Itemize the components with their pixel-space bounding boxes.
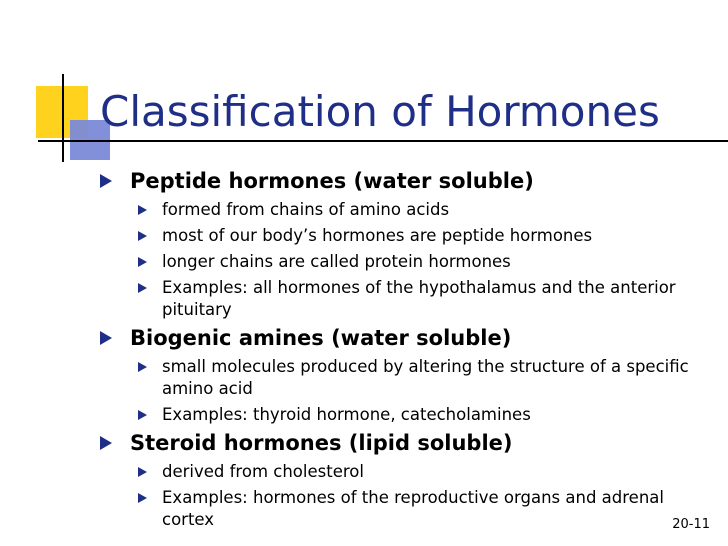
- list-item: [138, 277, 716, 321]
- list-item-text: derived from cholesterol: [162, 462, 364, 481]
- list-item-text: small molecules produced by altering the structure of a specific amino acid: [162, 357, 689, 398]
- section-heading-steroid: [100, 430, 716, 456]
- list-item: [138, 487, 716, 531]
- list-item: [138, 251, 716, 273]
- bullet-arrow-icon: [100, 174, 112, 188]
- bullet-arrow-icon: [138, 205, 147, 215]
- slide-content: [100, 166, 716, 535]
- decor-horizontal-line: [38, 140, 728, 142]
- list-item-text: formed from chains of amino acids: [162, 200, 450, 219]
- bullet-arrow-icon: [138, 231, 147, 241]
- page-number: 20-11: [672, 517, 710, 532]
- list-item-text: longer chains are called protein hormones: [162, 252, 511, 271]
- list-item: [138, 461, 716, 483]
- list-item: [138, 404, 716, 426]
- bullet-arrow-icon: [100, 436, 112, 450]
- section-heading-biogenic-amines: [100, 325, 716, 351]
- bullet-arrow-icon: [138, 493, 147, 503]
- list-item: [138, 225, 716, 247]
- list-item-text: most of our body’s hormones are peptide hormones: [162, 226, 593, 245]
- bullet-arrow-icon: [138, 283, 147, 293]
- bullet-arrow-icon: [138, 410, 147, 420]
- bullet-arrow-icon: [138, 362, 147, 372]
- bullet-arrow-icon: [100, 331, 112, 345]
- list-item: [138, 199, 716, 221]
- list-item-text: Examples: all hormones of the hypothalamus and the anterior pituitary: [162, 278, 676, 319]
- section-heading-peptide: [100, 168, 716, 194]
- list-item: [138, 356, 716, 400]
- list-item-text: Examples: hormones of the reproductive organs and adrenal cortex: [162, 488, 664, 529]
- bullet-arrow-icon: [138, 467, 147, 477]
- decor-vertical-line: [62, 74, 64, 162]
- list-item-text: Examples: thyroid hormone, catecholamines: [162, 405, 531, 424]
- slide-title: Classification of Hormones: [100, 87, 660, 136]
- section-heading-text: Biogenic amines (water soluble): [130, 326, 512, 350]
- section-heading-text: Peptide hormones (water soluble): [130, 169, 534, 193]
- bullet-arrow-icon: [138, 257, 147, 267]
- section-heading-text: Steroid hormones (lipid soluble): [130, 431, 513, 455]
